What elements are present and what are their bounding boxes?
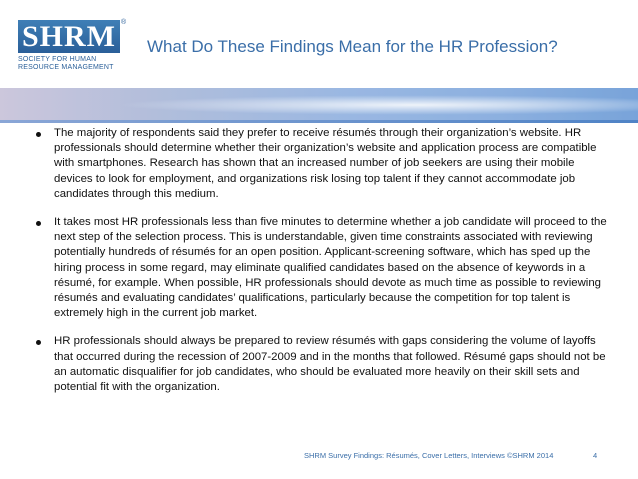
- shrm-logo: [18, 20, 128, 80]
- registered-mark: ®: [121, 19, 127, 26]
- bullet-item: [34, 334, 614, 395]
- page-number: 4: [593, 451, 598, 460]
- band-divider: [0, 120, 638, 123]
- bullet-text: It takes most HR professionals less than five minutes to determine whether a job candidate will proceed to the next step of the selection process. This is understandable, given time constraints associated with reviewing potentially hundreds of résumés for an open position. Applicant-screening software, which has sped up the hiring process in some regard, may eliminate qualified candidates based on the absence of keywords in a résumé, for example. When possible, HR professionals should devote as much time as possible to reviewing résumés and evaluating candidates’ qualifications, particularly because the competition for top talent is extremely high in the current job market.: [54, 216, 607, 320]
- logo-tagline-1: SOCIETY FOR HUMAN: [18, 56, 97, 63]
- logo-mark: SHRM: [18, 20, 120, 53]
- footer-source: SHRM Survey Findings: Résumés, Cover Letters, Interviews ©SHRM 2014: [304, 451, 554, 460]
- bullet-dot-icon: [36, 221, 41, 226]
- slide-title: What Do These Findings Mean for the HR Profession?: [147, 37, 558, 56]
- bullet-item: [34, 215, 614, 321]
- logo-tagline-2: RESOURCE MANAGEMENT: [18, 64, 114, 71]
- bullet-dot-icon: [36, 132, 41, 137]
- bullet-item: [34, 126, 614, 202]
- bullet-text: HR professionals should always be prepared to review résumés with gaps considering the volume of layoffs that occurred during the recession of 2007-2009 and in the months that followed. Résumé gaps should not be an automatic disqualifier for job candidates, who should be evaluated more heavily on their skill sets and potential fit with the organization.: [54, 335, 606, 394]
- bullet-list: [34, 126, 614, 395]
- decorative-band: [0, 88, 638, 122]
- bullet-dot-icon: [36, 340, 41, 345]
- bullet-text: The majority of respondents said they prefer to receive résumés through their organization’s website. HR professionals should determine whether their organization’s website and application process are compatible with smartphones. Research has shown that an increased number of job seekers are using their mobile devices to look for employment, and organizations risk losing top talent if they cannot accommodate job candidates through this medium.: [54, 127, 597, 200]
